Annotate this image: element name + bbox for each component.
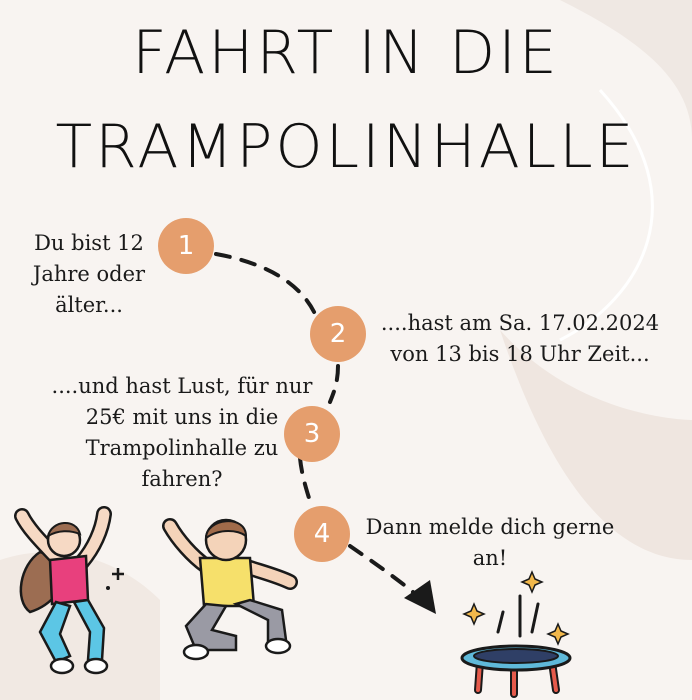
step-3-circle: 3	[284, 406, 340, 462]
step-1-text-line: Du bist 12	[34, 231, 144, 255]
title-line-1: FAHRT IN DIE	[132, 18, 560, 88]
step-1-circle: 1	[158, 218, 214, 274]
step-2-text-line: ....hast am Sa. 17.02.2024	[380, 311, 660, 335]
step-2-circle: 2	[310, 306, 366, 362]
step-1-text-line: Jahre oder	[32, 262, 146, 286]
step-4-text-line: Dann melde dich gerne	[365, 515, 615, 539]
step-3-text-line: fahren?	[141, 467, 223, 491]
step-3-text-line: ....und hast Lust, für nur	[51, 374, 313, 398]
step-2-text-line: von 13 bis 18 Uhr Zeit...	[390, 342, 650, 366]
title-line-2: TRAMPOLINHALLE	[55, 112, 637, 182]
step-1-text-line: älter...	[55, 293, 123, 317]
step-3-text-line: Trampolinhalle zu	[85, 436, 279, 460]
step-4-text-line: an!	[472, 546, 508, 570]
step-3-text-line: 25€ mit uns in die	[85, 405, 279, 429]
step-4-circle: 4	[294, 506, 350, 562]
